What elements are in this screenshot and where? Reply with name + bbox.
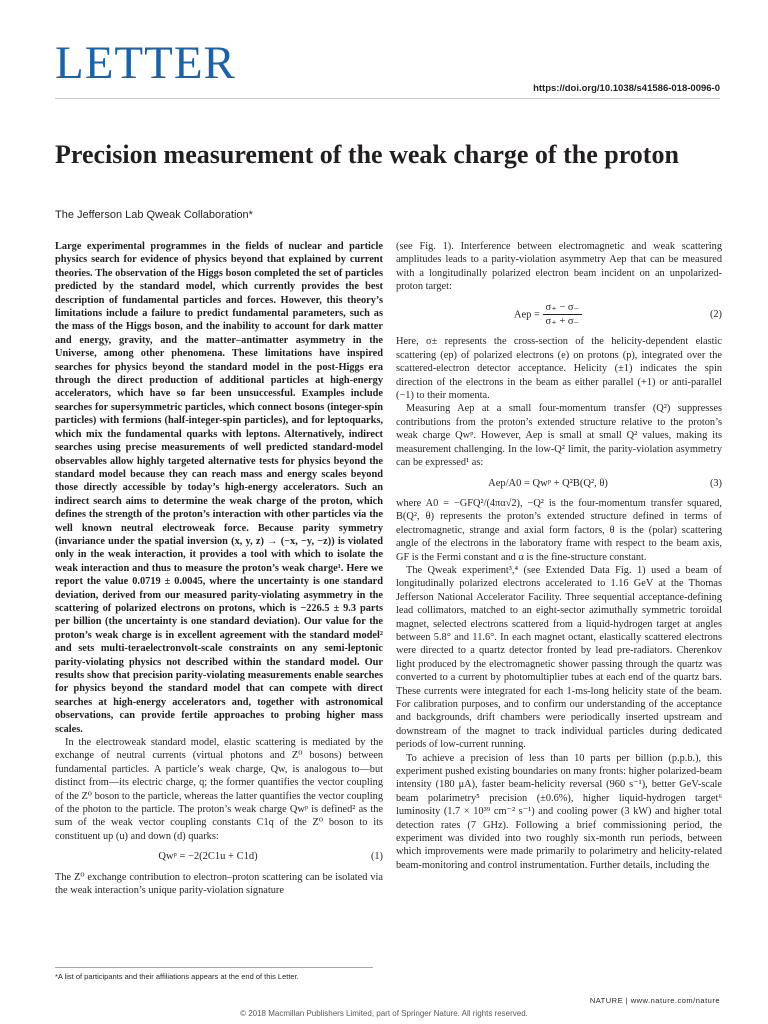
- copyright-notice: © 2018 Macmillan Publishers Limited, part of Springer Nature. All rights reserved.: [240, 1009, 528, 1018]
- body-paragraph: In the electroweak standard model, elastic scattering is mediated by the exchange of neutral currents (virtual photons and Z⁰ bosons) between fundamental particles. A particle’s weak charge, Qw, is analogous to—but distinct from—its electric charge, q; the former quantifies the vector coupling of the Z⁰ boson to the particle, whereas the latter quantifies the vector coupling of the photon to the particle. The proton’s weak charge Qwᵖ is defined² as the sum of the weak vector coupling constants C1q of the Z⁰ boson to its constituent up (u) and down (d) quarks:: [55, 737, 383, 842]
- abstract: Large experimental programmes in the fields of nuclear and particle physics search for evidence of physics beyond that explained by current theories. The observation of the Higgs boson completed the set of particles predicted by the standard model, which currently provides the best description of fundamental particles and forces. However, this theory’s limitations include a failure to predict fundamental parameters, such as the mass of the Higgs boson, and the inability to account for dark matter and energy, gravity, and the matter–antimatter asymmetry in the Universe, among other phenomena. These limitations have inspired searches for physics beyond the standard model in the post-Higgs era through the direct production of additional particles at high-energy accelerators, which have so far been unsuccessful. Examples include searches for supersymmetric particles, which connect bosons (integer-spin particles) with fermions (half-integer-spin particles), and for leptoquarks, which mix the fundamental quarks with leptons. Alternatively, indirect searches using precise measurements of well predicted standard-model observables allow highly targeted alternative tests for physics beyond the standard model because they can reach mass and energy scales beyond those directly accessible by today’s high-energy accelerators. Such an indirect search aims to determine the weak charge of the proton, which defines the strength of the proton’s interaction with other particles via the well known neutral electroweak force. Because parity symmetry (invariance under the spatial inversion (x, y, z) → (−x, −y, −z)) is violated only in the weak interaction, it provides a tool with which to isolate the weak interaction and thus to measure the proton’s weak charge¹. Here we report the value 0.0719 ± 0.0045, where the uncertainty is one standard deviation, derived from our measured parity-violating asymmetry in the scattering of polarized electrons on protons, which is −226.5 ± 9.3 parts per billion (the uncertainty is one standard deviation). Our value for the proton’s weak charge is in excellent agreement with the standard model² and sets multi-teraelectronvolt-scale constraints on any semi-leptonic parity-violating physics not described within the standard model. Our results show that precision parity-violating measurements enable searches for physics beyond the standard model that can compete with direct searches at high-energy accelerators and, together with astronomical observations, can provide fertile approaches to probing higher mass scales.: [55, 241, 383, 735]
- equation-fraction: [543, 301, 583, 329]
- header-divider: [55, 98, 720, 99]
- fraction-denominator: σ₊ + σ₋: [545, 316, 580, 328]
- left-column: [55, 240, 383, 898]
- author-line: The Jefferson Lab Qweak Collaboration*: [55, 209, 253, 221]
- body-paragraph: The Qweak experiment³,⁴ (see Extended Data Fig. 1) used a beam of longitudinally polarized electrons accelerated to 1.16 GeV at the Thomas Jefferson National Accelerator Facility. Three sequential acceptance-defining lead collimators, matched to an eight-sector azimuthally symmetric toroidal magnet, selected electrons scattered from a liquid-hydrogen target at angles between 5.8° and 11.6°. In each magnet octant, elastically scattered electrons were directed to a quartz detector fronted by lead pre-radiators. Cherenkov light produced by the electromagnetic shower passing through the quartz was converted to a current by photomultiplier tubes at each end of the quartz bars. These currents were integrated for each 1-ms-long helicity state of the beam. For calibration purposes, and to confirm our understanding of the acceptance and backgrounds, drift chambers were periodically inserted upstream and downstream of the magnet to track individual particles during dedicated periods of low-current running.: [396, 564, 722, 751]
- equation-1: [55, 850, 383, 863]
- fraction-numerator: σ₊ − σ₋: [543, 301, 583, 315]
- equation-number: (2): [709, 308, 722, 320]
- article-title: Precision measurement of the weak charge of the proton: [55, 140, 679, 169]
- equation-expression: Qwᵖ = −2(2C1u + C1d): [158, 851, 258, 863]
- right-column: [396, 240, 722, 872]
- equation-3: [396, 477, 722, 490]
- section-label: LETTER: [55, 37, 236, 89]
- doi-link[interactable]: https://doi.org/10.1038/s41586-018-0096-0: [533, 83, 720, 94]
- body-paragraph: where A0 = −GFQ²/(4πα√2), −Q² is the four-momentum transfer squared, B(Q², θ) represents the proton’s extended structure defined in terms of electromagnetic, strange and axial form factors, θ is the (polar) scattering angle of the electrons in the laboratory frame with respect to the beam axis, GF is the Fermi constant and α is the fine-structure constant.: [396, 497, 722, 563]
- footnote: *A list of participants and their affiliations appears at the end of this Letter.: [55, 972, 299, 981]
- body-paragraph: Here, σ± represents the cross-section of the helicity-dependent elastic scattering (ep) of polarized electrons (e) on protons (p), integrated over the scattered-electron detector acceptance. Helicity (±1) indicates the spin direction of the electrons in the beam as either parallel (+1) or anti-parallel (−1) to their momenta.: [396, 336, 722, 402]
- journal-footer: NATURE | www.nature.com/nature: [589, 996, 720, 1005]
- body-paragraph: To achieve a precision of less than 10 parts per billion (p.p.b.), this experiment pushed existing boundaries on many fronts: higher polarized-beam intensity (180 μA), faster beam-helicity reversal (960 s⁻¹), better GeV-scale beam polarimetry⁵ precision (±0.6%), higher liquid-hydrogen target⁶ luminosity (1.7 × 10³⁹ cm⁻² s⁻¹) and cooling power (3 kW) and higher total detection rates (7 GHz). Following a brief commissioning period, the experiment was divided into two roughly six-month run periods, between which improvements were made primarily to polarimetry and helicity-related beam-monitoring and control instrumentation. Further details, including the: [396, 752, 722, 871]
- body-paragraph: (see Fig. 1). Interference between electromagnetic and weak scattering amplitudes leads to a parity-violation asymmetry Aep that can be measured with a longitudinally polarized electron beam incident on an unpolarized-proton target:: [396, 241, 722, 293]
- body-paragraph: The Z⁰ exchange contribution to electron–proton scattering can be isolated via the weak interaction’s unique parity-violation signature: [55, 871, 383, 897]
- equation-expression: Aep/A0 = Qwᵖ + Q²B(Q², θ): [488, 477, 608, 489]
- equation-number: (1): [370, 851, 383, 863]
- body-paragraph: Measuring Aep at a small four-momentum transfer (Q²) suppresses contributions from the proton’s extended structure relative to the proton’s weak charge Qwᵖ. However, Aep is small at small Q² values, making its measurement challenging. In the low-Q² limit, the parity-violation asymmetry can be expressed¹ as:: [396, 403, 722, 469]
- footnote-divider: [55, 967, 373, 968]
- equation-2: [396, 301, 722, 329]
- equation-lhs: Aep =: [513, 308, 540, 320]
- equation-number: (3): [709, 477, 722, 489]
